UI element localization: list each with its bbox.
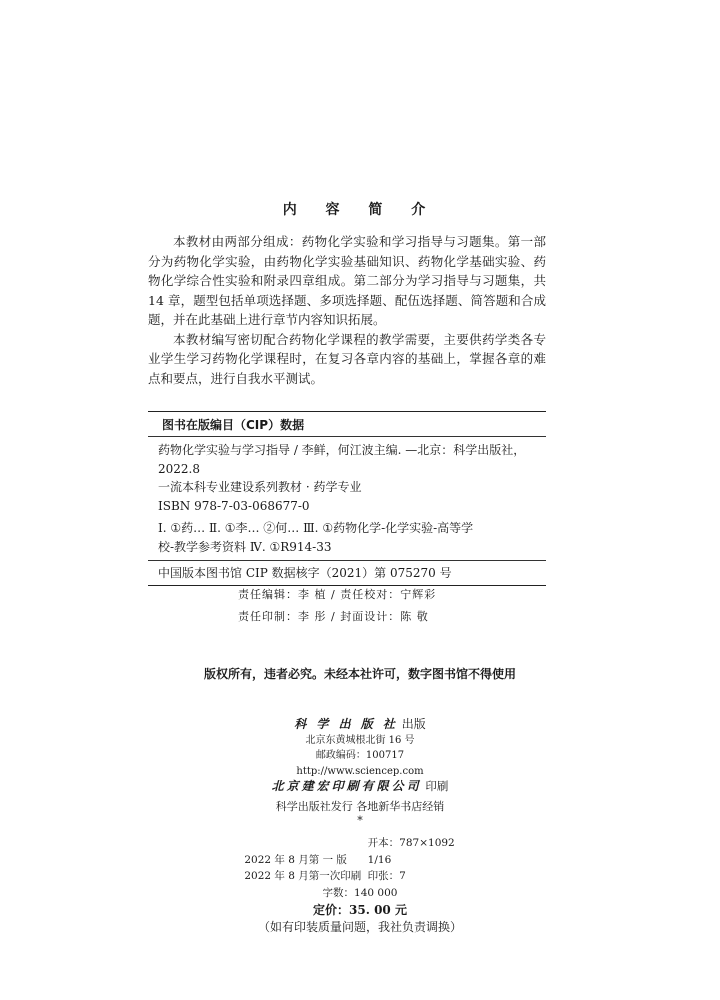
publisher-name: 科 学 出 版 社 [294, 717, 398, 731]
staff-line-production: 责任印制：李 彤 / 封面设计：陈 敬 [238, 610, 429, 623]
cip-footer: 中国版本图书馆 CIP 数据核字（2021）第 075270 号 [148, 560, 546, 585]
printer-name: 北京建宏印刷有限公司 [271, 779, 422, 793]
cip-heading: 图书在版编目（CIP）数据 [148, 412, 546, 437]
separator-star: * [357, 814, 363, 827]
publisher-postcode: 邮政编码：100717 [315, 750, 405, 761]
print-sheets: 印张：7 [367, 870, 406, 882]
book-format: 开本：787×1092 1/16 [367, 837, 455, 866]
publisher-block [0, 717, 720, 936]
summary-section [148, 232, 546, 388]
cip-line-isbn: ISBN 978-7-03-068677-0 [158, 498, 310, 513]
cip-line-classification-2: 校-教学参考资料 Ⅳ. ①R914-33 [158, 539, 332, 554]
book-price: 定价：35. 00 元 [313, 903, 407, 917]
printing-date: 2022 年 8 月第一次印刷 [244, 870, 362, 882]
rights-statement: 版权所有，违者必究。未经本社许可，数字图书馆不得使用 [203, 667, 516, 681]
publisher-line [0, 717, 720, 733]
cip-line-series: 一流本科专业建设系列教材 · 药学专业 [158, 480, 362, 494]
edition-date: 2022 年 8 月第 一 版 [244, 853, 347, 866]
summary-heading: 内 容 简 介 [282, 202, 438, 218]
publisher-suffix: 出版 [401, 717, 426, 731]
cip-data-block [148, 411, 546, 586]
summary-paragraph-2: 本教材编写密切配合药物化学课程的教学需要，主要供药学类各专业学生学习药物化学课程时，在复习各章内容的基础上，掌握各章的难点和要点，进行自我水平测试。 [148, 331, 546, 386]
cip-line-classification-1: Ⅰ. ①药… Ⅱ. ①李… ②何… Ⅲ. ①药物化学-化学实验-高等学 [158, 521, 474, 535]
staff-line-editors: 责任编辑：李 植 / 责任校对：宁辉彩 [238, 588, 437, 601]
printer-suffix: 印刷 [425, 779, 449, 793]
spec-row-edition [0, 835, 720, 868]
spec-row-printing [0, 868, 720, 885]
word-count: 字数：140 000 [322, 886, 398, 899]
publisher-url: http://www.sciencep.com [296, 765, 424, 777]
cip-line-year: 2022.8 [158, 461, 200, 476]
printer-line [0, 779, 720, 795]
distribution-line: 科学出版社发行 各地新华书店经销 [275, 799, 445, 813]
summary-paragraph-1: 本教材由两部分组成：药物化学实验和学习指导与习题集。第一部分为药物化学实验，由药物化学实验基础知识、药物化学基础实验、药物化学综合性实验和附录四章组成。第二部分为学习指导与习题集，共 14 章，题型包括单项选择题、多项选择题、配伍选择题、简答题和合成题，并在此基础上进行章节内容知识拓展。 [148, 234, 546, 327]
cip-body [148, 437, 546, 560]
quality-notice: （如有印装质量问题，我社负责调换） [257, 920, 462, 934]
publisher-address: 北京东黄城根北街 16 号 [305, 734, 415, 746]
staff-credits [238, 584, 538, 628]
cip-line-title: 药物化学实验与学习指导 / 李鲜，何江波主编. —北京：科学出版社， [158, 443, 526, 457]
